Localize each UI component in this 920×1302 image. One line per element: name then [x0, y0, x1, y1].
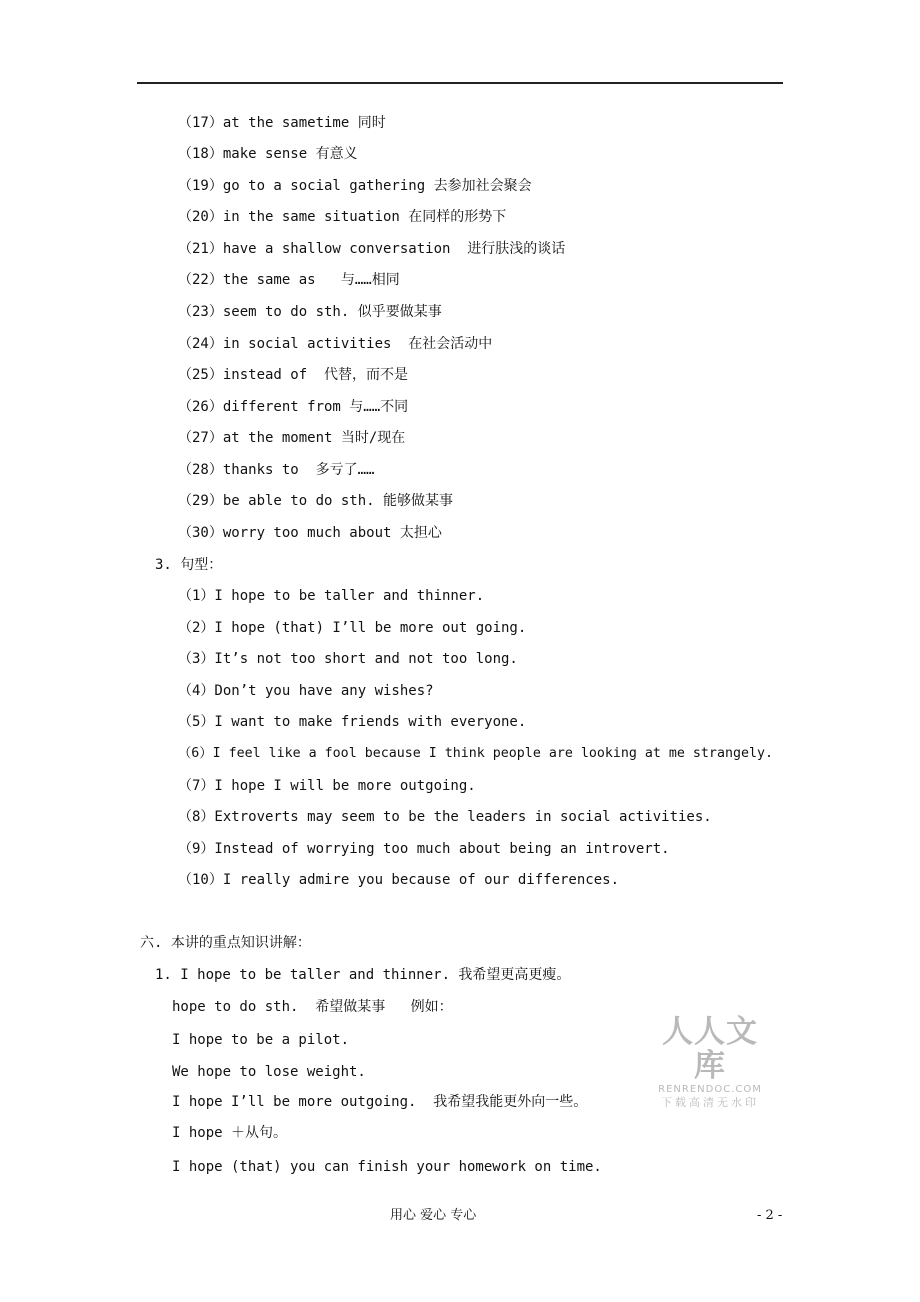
phrase-item: （20）in the same situation 在同样的形势下	[178, 209, 507, 225]
patterns-heading: 3. 句型：	[155, 557, 223, 573]
phrase-item: （17）at the sametime 同时	[178, 115, 386, 131]
example-line: I hope I’ll be more outgoing. 我希望我能更外向一些。	[172, 1094, 588, 1110]
phrase-item: （18）make sense 有意义	[178, 146, 358, 162]
phrase-item: （25）instead of 代替，而不是	[178, 367, 409, 383]
pattern-item: （10）I really admire you because of our differences.	[178, 872, 620, 888]
pattern-item: （3）It’s not too short and not too long.	[178, 651, 518, 667]
pattern-item: （6）I feel like a fool because I think people are looking at me strangely.	[178, 746, 773, 761]
phrase-item: （27）at the moment 当时/现在	[178, 430, 406, 446]
example1-title: 1. I hope to be taller and thinner. 我希望更高更瘦。	[155, 967, 571, 983]
phrase-item: （21）have a shallow conversation 进行肤浅的谈话	[178, 241, 566, 257]
phrase-item: （22）the same as 与……相同	[178, 272, 400, 288]
pattern-item: （4）Don’t you have any wishes?	[178, 683, 434, 699]
page-number: - 2 -	[757, 1208, 783, 1223]
watermark-subtitle: 下载高清无水印	[661, 1096, 759, 1109]
example-line: I hope to be a pilot.	[172, 1032, 350, 1048]
phrase-item: （19）go to a social gathering 去参加社会聚会	[178, 178, 532, 194]
watermark-url: RENRENDOC.COM	[658, 1084, 762, 1095]
phrase-item: （23）seem to do sth. 似乎要做某事	[178, 304, 442, 320]
pattern-item: （7）I hope I will be more outgoing.	[178, 778, 476, 794]
example-line: I hope (that) you can finish your homework on time.	[172, 1159, 602, 1175]
phrase-item: （29）be able to do sth. 能够做某事	[178, 493, 454, 509]
phrase-item: （28）thanks to 多亏了……	[178, 462, 375, 478]
pattern-item: （9）Instead of worrying too much about being an introvert.	[178, 841, 670, 857]
footer-motto: 用心 爱心 专心	[390, 1208, 477, 1223]
phrase-item: （26）different from 与……不同	[178, 399, 409, 415]
watermark-title: 人人文库	[662, 1014, 758, 1084]
pattern-item: （1）I hope to be taller and thinner.	[178, 588, 485, 604]
phrase-item: （30）worry too much about 太担心	[178, 525, 442, 541]
pattern-item: （5）I want to make friends with everyone.	[178, 714, 527, 730]
example-line: I hope ＋从句。	[172, 1125, 288, 1141]
example-line: We hope to lose weight.	[172, 1064, 366, 1080]
example-line: hope to do sth. 希望做某事 例如：	[172, 999, 453, 1015]
pattern-item: （8）Extroverts may seem to be the leaders in social activities.	[178, 809, 712, 825]
watermark	[648, 1015, 772, 1110]
phrase-item: （24）in social activities 在社会活动中	[178, 336, 493, 352]
pattern-item: （2）I hope (that) I’ll be more out going.	[178, 620, 527, 636]
section6-heading: 六. 本讲的重点知识讲解：	[140, 935, 311, 951]
header-rule	[137, 82, 783, 84]
